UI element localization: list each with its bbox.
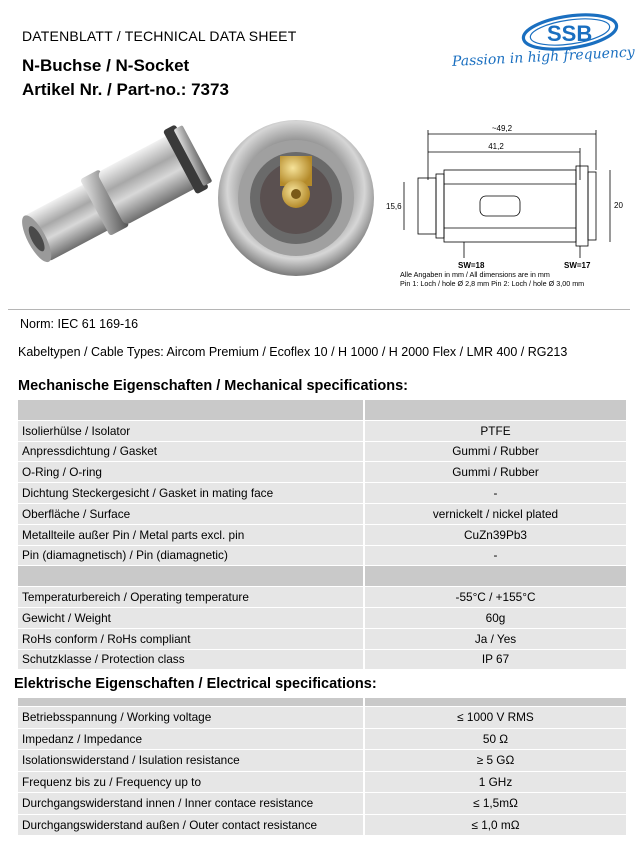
spec-value	[364, 566, 626, 587]
table-row	[18, 503, 626, 524]
mechanical-heading: Mechanische Eigenschaften / Mechanical specifications:	[18, 378, 409, 394]
spec-label: Betriebsspannung / Working voltage	[18, 707, 364, 729]
table-row	[18, 793, 626, 815]
spec-label: Metallteile außer Pin / Metal parts excl. pin	[18, 524, 364, 545]
dimension-note: Alle Angaben in mm / All dimensions are in mm	[400, 270, 550, 279]
spec-label: Temperaturbereich / Operating temperature	[18, 587, 364, 608]
spec-value: ≥ 5 GΩ	[364, 750, 626, 772]
mechanical-spec-table	[18, 400, 626, 670]
divider	[8, 309, 630, 310]
dim-height-right: 20	[614, 201, 623, 210]
spec-label: Frequenz bis zu / Frequency up to	[18, 771, 364, 793]
table-row	[18, 728, 626, 750]
logo-slogan: Passion in high frequency	[451, 44, 636, 70]
table-row	[18, 587, 626, 608]
spec-value: PTFE	[364, 420, 626, 441]
spec-label: Gewicht / Weight	[18, 607, 364, 628]
spec-value	[364, 400, 626, 420]
table-row	[18, 420, 626, 441]
spec-label: Isolationswiderstand / Isulation resistance	[18, 750, 364, 772]
spec-label: O-Ring / O-ring	[18, 462, 364, 483]
spec-value: Ja / Yes	[364, 628, 626, 649]
table-row	[18, 607, 626, 628]
spec-value: 60g	[364, 607, 626, 628]
dim-overall: ~49,2	[491, 124, 513, 133]
table-row	[18, 771, 626, 793]
norm-line: Norm: IEC 61 169-16	[20, 317, 139, 331]
table-row	[18, 750, 626, 772]
spec-label: Durchgangswiderstand innen / Inner contace resistance	[18, 793, 364, 815]
connector-side-photo	[6, 112, 212, 284]
spec-label: Pin (diamagnetisch) / Pin (diamagnetic)	[18, 545, 364, 566]
spec-value: -	[364, 483, 626, 504]
spec-value: -	[364, 545, 626, 566]
spec-value: Gummi / Rubber	[364, 462, 626, 483]
pin-hole-note: Pin 1: Loch / hole Ø 2,8 mm Pin 2: Loch / hole Ø 3,00 mm	[400, 279, 585, 288]
spec-label: Anpressdichtung / Gasket	[18, 441, 364, 462]
spec-label	[18, 566, 364, 587]
table-row	[18, 566, 626, 587]
spec-value: 1 GHz	[364, 771, 626, 793]
document-type-label: DATENBLATT / TECHNICAL DATA SHEET	[22, 28, 297, 44]
dim-height-left: 15,6	[386, 202, 402, 211]
table-row	[18, 628, 626, 649]
cable-types-line: Kabeltypen / Cable Types: Aircom Premium / Ecoflex 10 / H 1000 / H 2000 Flex / LMR 400 / RG213	[18, 345, 568, 359]
table-row	[18, 524, 626, 545]
product-title: N-Buchse / N-Socket	[22, 56, 190, 75]
wrench-size-left: SW=18	[458, 261, 485, 270]
dim-body: 41,2	[488, 142, 504, 151]
wrench-size-right: SW=17	[564, 261, 591, 270]
part-number: Artikel Nr. / Part-no.: 7373	[22, 80, 229, 99]
spec-value: ≤ 1000 V RMS	[364, 707, 626, 729]
spec-label: Dichtung Steckergesicht / Gasket in mating face	[18, 483, 364, 504]
spec-value: ≤ 1,0 mΩ	[364, 814, 626, 836]
spec-label	[18, 698, 364, 707]
electrical-spec-table	[18, 698, 626, 836]
spec-value: IP 67	[364, 649, 626, 670]
spec-value: ≤ 1,5mΩ	[364, 793, 626, 815]
spec-label: Impedanz / Impedance	[18, 728, 364, 750]
spec-label: Oberfläche / Surface	[18, 503, 364, 524]
table-row	[18, 707, 626, 729]
spec-label: Durchgangswiderstand außen / Outer contact resistance	[18, 814, 364, 836]
table-row	[18, 545, 626, 566]
table-row	[18, 814, 626, 836]
table-row	[18, 462, 626, 483]
spec-label: Isolierhülse / Isolator	[18, 420, 364, 441]
spec-label	[18, 400, 364, 420]
connector-face-photo	[214, 116, 378, 280]
spec-label: RoHs conform / RoHs compliant	[18, 628, 364, 649]
spec-label: Schutzklasse / Protection class	[18, 649, 364, 670]
spec-value: -55°C / +155°C	[364, 587, 626, 608]
spec-value: CuZn39Pb3	[364, 524, 626, 545]
electrical-heading: Elektrische Eigenschaften / Electrical specifications:	[14, 676, 377, 692]
spec-value: Gummi / Rubber	[364, 441, 626, 462]
spec-value: vernickelt / nickel plated	[364, 503, 626, 524]
spec-value	[364, 698, 626, 707]
table-row	[18, 649, 626, 670]
table-row	[18, 400, 626, 420]
technical-drawing	[384, 120, 634, 270]
logo-text: SSB	[547, 21, 593, 46]
table-row	[18, 441, 626, 462]
table-row	[18, 698, 626, 707]
table-row	[18, 483, 626, 504]
spec-value: 50 Ω	[364, 728, 626, 750]
